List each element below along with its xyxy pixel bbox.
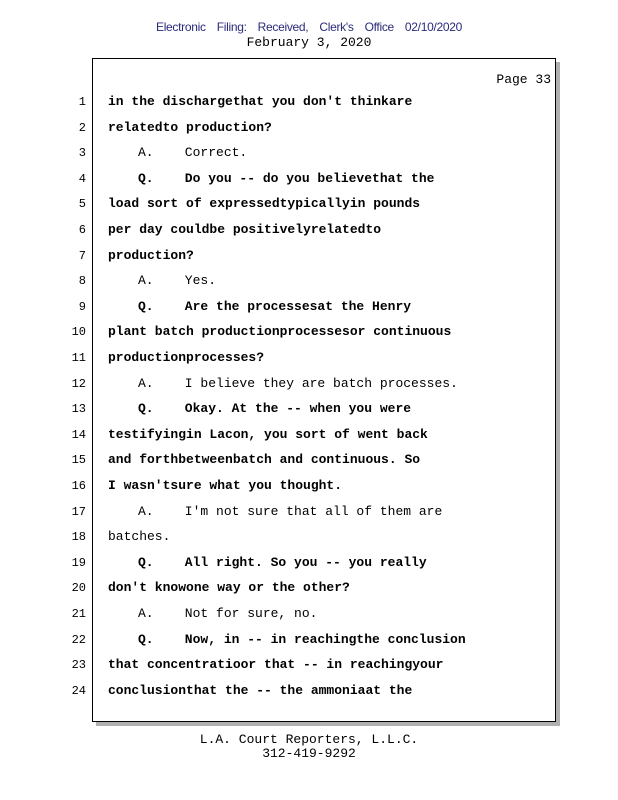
transcript-line: Q. Do you -- do you believethat the: [138, 170, 435, 186]
line-number: 23: [71, 658, 86, 673]
transcript-line: Q. Are the processesat the Henry: [138, 298, 412, 314]
transcript-line: A. I believe they are batch processes.: [138, 375, 458, 391]
transcript-line: A. Correct.: [138, 145, 248, 161]
transcript-line: that concentratioor that -- in reachingyour: [108, 657, 444, 673]
transcript-line: production?: [108, 247, 194, 263]
transcript-line: Q. Now, in -- in reachingthe conclusion: [138, 631, 466, 647]
line-number: 6: [78, 223, 86, 237]
line-number: 9: [78, 299, 86, 314]
filing-stamp: Electronic Filing: Received, Clerk's Office 02/10/2020: [155, 20, 462, 34]
transcript-line: Q. Okay. At the -- when you were: [138, 401, 412, 417]
line-number: 21: [71, 607, 86, 621]
footer: [0, 733, 618, 761]
line-number: 13: [71, 402, 86, 417]
line-number: 3: [78, 146, 86, 161]
transcript-line: load sort of expressedtypicallyin pounds: [108, 196, 421, 212]
line-number: 24: [71, 683, 86, 698]
transcript-line: relatedto production?: [108, 119, 272, 135]
line-number: 10: [71, 325, 86, 340]
transcript-line: testifyingin Lacon, you sort of went back: [108, 426, 428, 442]
line-number: 15: [71, 453, 86, 468]
line-number: 17: [71, 504, 86, 519]
transcript-line: per day couldbe positivelyrelatedto: [108, 222, 382, 237]
transcript-line: A. Yes.: [138, 273, 217, 289]
transcript-line: Q. All right. So you -- you really: [138, 554, 427, 570]
transcript-line: I wasn'tsure what you thought.: [108, 478, 343, 493]
line-number: 12: [71, 376, 86, 391]
line-number: 22: [71, 632, 86, 647]
page-number: Page 33: [496, 72, 551, 87]
line-number: 20: [71, 581, 86, 596]
reporter-company: L.A. Court Reporters, L.L.C.: [199, 732, 419, 747]
line-number: 19: [71, 555, 86, 570]
reporter-phone: 312-419-9292: [262, 746, 356, 761]
transcript-line: and forthbetweenbatch and continuous. So: [108, 452, 421, 468]
transcript-line: batches.: [108, 529, 171, 545]
line-number: 11: [71, 351, 86, 365]
line-number: 1: [78, 95, 86, 109]
line-number: 16: [71, 479, 86, 493]
transcript-line: productionprocesses?: [108, 350, 265, 365]
transcript-line: A. Not for sure, no.: [138, 606, 318, 621]
line-number: 2: [78, 120, 86, 135]
line-number: 5: [78, 197, 86, 212]
line-number: 14: [71, 427, 86, 442]
transcript-line: plant batch productionprocessesor continuous: [108, 324, 452, 340]
line-number: 4: [78, 171, 86, 186]
transcript-line: conclusionthat the -- the ammoniaat the: [108, 682, 413, 698]
line-number: 8: [78, 274, 86, 289]
line-number: 18: [71, 530, 86, 545]
transcript-line: A. I'm not sure that all of them are: [138, 503, 443, 519]
transcript-line: don't knowone way or the other?: [108, 580, 350, 596]
transcript-line: in the dischargethat you don't thinkare: [108, 94, 413, 109]
line-number: 7: [78, 248, 86, 263]
transcript-date: February 3, 2020: [246, 35, 372, 50]
